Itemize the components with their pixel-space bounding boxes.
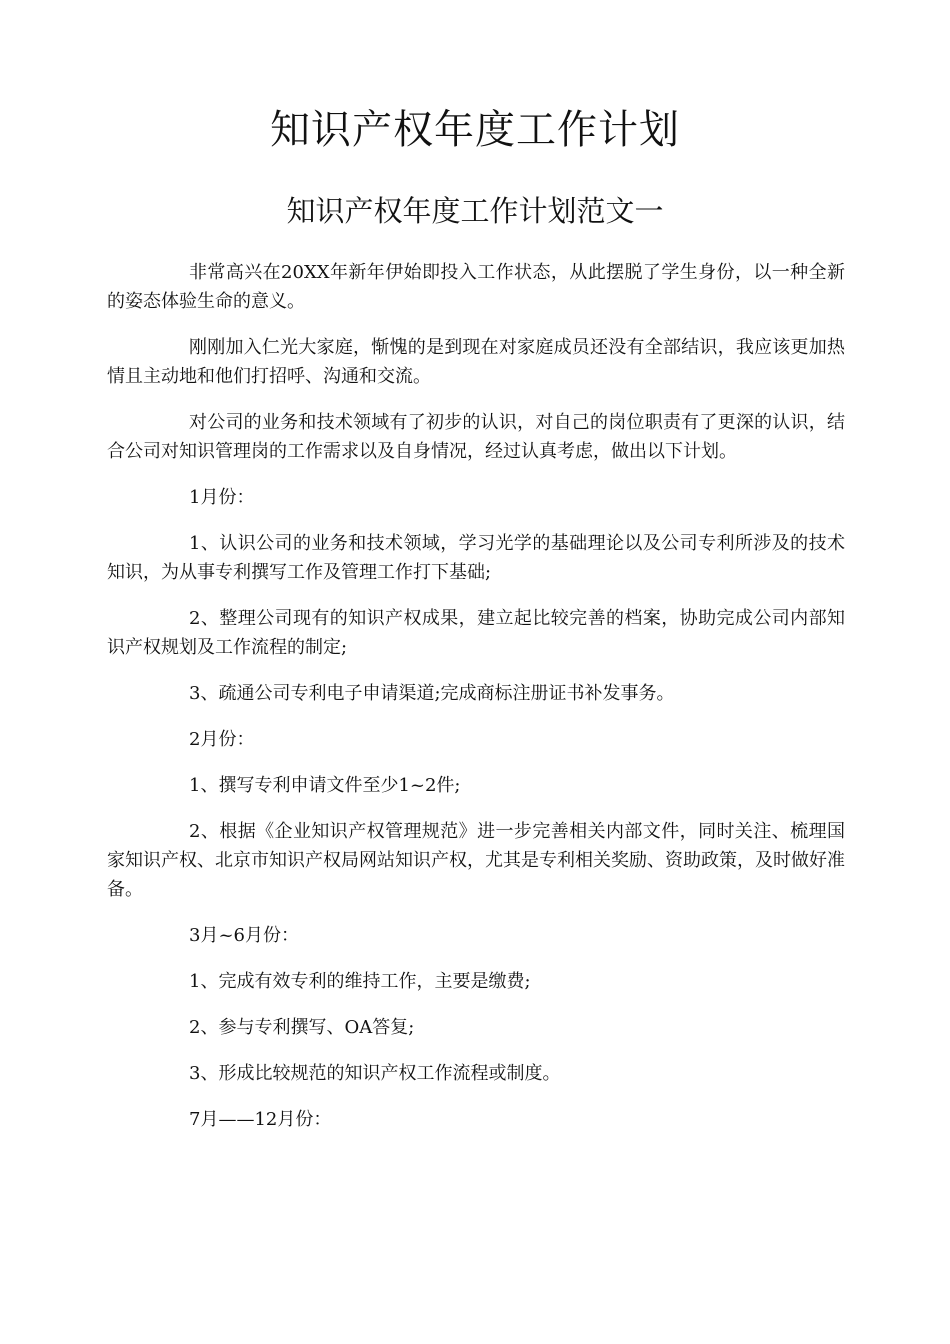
- document-title: 知识产权年度工作计划: [270, 107, 680, 153]
- list-item: 2、参与专利撰写、OA答复;: [189, 1017, 415, 1038]
- list-item: 1、认识公司的业务和技术领域，学习光学的基础理论以及公司专利所涉及的技术知识，为从事专利撰写工作及管理工作打下基础;: [107, 533, 845, 583]
- section-heading-march-june: 3月~6月份：: [189, 925, 299, 946]
- section-heading-february: 2月份：: [189, 729, 255, 750]
- section-heading-january: 1月份：: [189, 487, 255, 508]
- document-body: [107, 258, 845, 1151]
- list-item: 3、形成比较规范的知识产权工作流程或制度。: [189, 1063, 561, 1084]
- paragraph-plan-basis: 对公司的业务和技术领域有了初步的认识，对自己的岗位职责有了更深的认识，结合公司对知识管理岗的工作需求以及自身情况，经过认真考虑，做出以下计划。: [107, 412, 845, 462]
- paragraph-team: 刚刚加入仁光大家庭，惭愧的是到现在对家庭成员还没有全部结识，我应该更加热情且主动地和他们打招呼、沟通和交流。: [107, 337, 845, 387]
- list-item: 2、根据《企业知识产权管理规范》进一步完善相关内部文件，同时关注、梳理国家知识产权、北京市知识产权局网站知识产权，尤其是专利相关奖励、资助政策，及时做好准备。: [107, 821, 845, 900]
- list-item: 3、疏通公司专利电子申请渠道;完成商标注册证书补发事务。: [189, 683, 675, 704]
- list-item: 1、撰写专利申请文件至少1~2件;: [189, 775, 461, 796]
- paragraph-intro: 非常高兴在20XX年新年伊始即投入工作状态，从此摆脱了学生身份，以一种全新的姿态体验生命的意义。: [107, 262, 845, 312]
- section-heading-july-december: 7月——12月份：: [189, 1109, 332, 1130]
- document-subtitle: 知识产权年度工作计划范文一: [286, 194, 664, 228]
- list-item: 1、完成有效专利的维持工作，主要是缴费;: [189, 971, 531, 992]
- list-item: 2、整理公司现有的知识产权成果，建立起比较完善的档案，协助完成公司内部知识产权规划及工作流程的制定;: [107, 608, 845, 658]
